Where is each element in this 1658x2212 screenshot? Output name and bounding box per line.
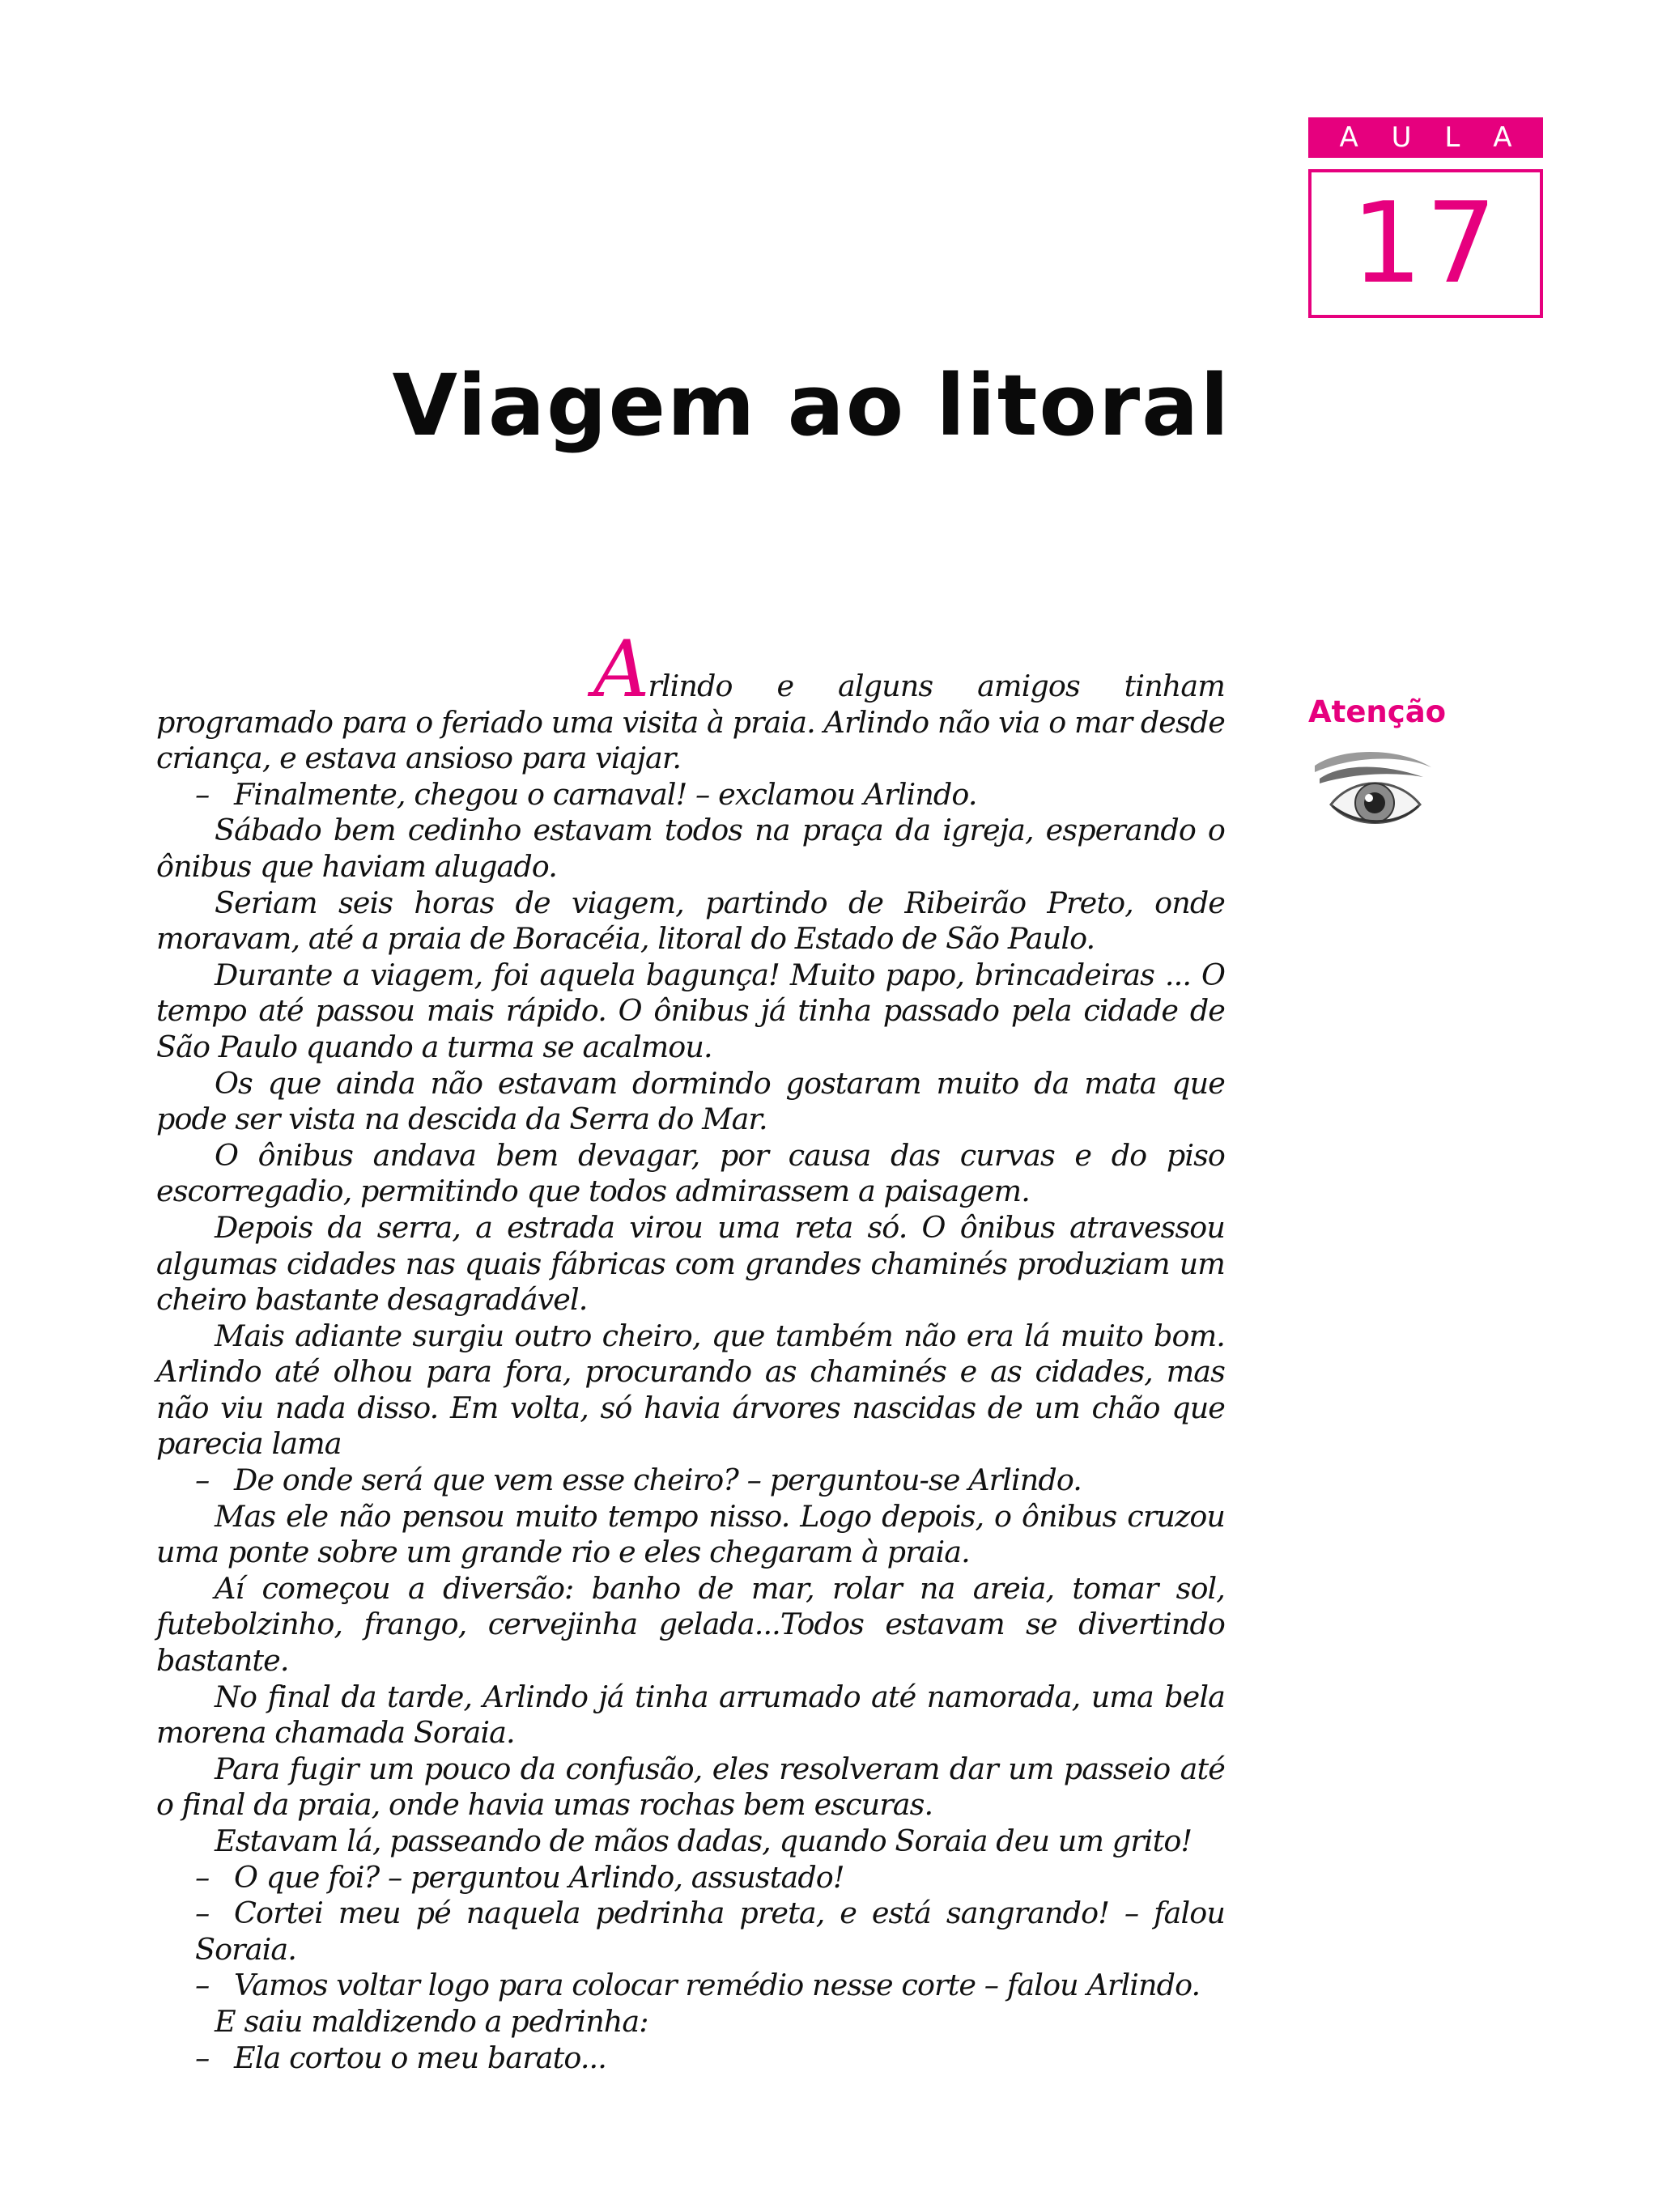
paragraph-text: Ela cortou o meu barato... xyxy=(234,2040,606,2075)
dialogue-dash: – xyxy=(195,1896,210,1931)
lesson-label-letter: A xyxy=(1339,121,1358,154)
story-paragraph: Aí começou a diversão: banho de mar, rolar na areia, tomar sol, futebolzinho, frango, cervejinha gelada...Todos estavam se divertindo bastante. xyxy=(156,1570,1225,1679)
story-paragraph xyxy=(156,624,1225,777)
attention-label: Atenção xyxy=(1308,694,1447,729)
paragraph-text: O que foi? – perguntou Arlindo, assustado! xyxy=(234,1859,844,1895)
story-paragraph: O ônibus andava bem devagar, por causa das curvas e do piso escorregadio, permitindo que todos admirassem a paisagem. xyxy=(156,1137,1225,1209)
dialogue-dash: – xyxy=(195,1968,210,2003)
story-paragraph: Seriam seis horas de viagem, partindo de Ribeirão Preto, onde moravam, até a praia de Boracéia, litoral do Estado de São Paulo. xyxy=(156,885,1225,957)
dialogue-line xyxy=(156,1896,1225,1968)
dialogue-dash: – xyxy=(195,2040,210,2075)
lesson-label-letter: U xyxy=(1391,121,1412,154)
paragraph-text: Finalmente, chegou o carnaval! – exclamou Arlindo. xyxy=(234,776,977,812)
lesson-badge xyxy=(1308,117,1543,318)
dialogue-dash: – xyxy=(195,1859,210,1895)
story-paragraph: Os que ainda não estavam dormindo gostaram muito da mata que pode ser vista na descida da Serra do Mar. xyxy=(156,1065,1225,1137)
story-paragraph: Depois da serra, a estrada virou uma reta só. O ônibus atravessou algumas cidades nas quais fábricas com grandes chaminés produziam um cheiro bastante desagradável. xyxy=(156,1209,1225,1318)
page-title: Viagem ao litoral xyxy=(392,356,1231,455)
story-paragraph: Para fugir um pouco da confusão, eles resolveram dar um passeio até o final da praia, onde havia umas rochas bem escuras. xyxy=(156,1751,1225,1823)
story-paragraph: E saiu maldizendo a pedrinha: xyxy=(215,2003,648,2039)
paragraph-text: Vamos voltar logo para colocar remédio nesse corte – falou Arlindo. xyxy=(234,1968,1201,2003)
dialogue-line xyxy=(156,1463,1225,1499)
dialogue-line xyxy=(156,777,1225,813)
lesson-label-bar xyxy=(1308,117,1543,158)
paragraph-text: Cortei meu pé naquela pedrinha preta, e está sangrando! – falou Soraia. xyxy=(195,1896,1225,1967)
paragraph-text: rlindo e alguns amigos tinham programado para o feriado uma visita à praia. Arlindo não via o mar desde criança, e estava ansioso para viajar. xyxy=(156,669,1225,776)
attention-note xyxy=(1308,694,1503,729)
dialogue-dash: – xyxy=(195,776,210,812)
dialogue-dash: – xyxy=(195,1463,210,1498)
story-paragraph: Mas ele não pensou muito tempo nisso. Logo depois, o ônibus cruzou uma ponte sobre um grande rio e eles chegaram à praia. xyxy=(156,1498,1225,1570)
story-paragraph: Durante a viagem, foi aquela bagunça! Muito papo, brincadeiras ... O tempo até passou mais rápido. O ônibus já tinha passado pela cidade de São Paulo quando a turma se acalmou. xyxy=(156,957,1225,1064)
dialogue-line xyxy=(156,1860,1225,1896)
paragraph-text: De onde será que vem esse cheiro? – perguntou-se Arlindo. xyxy=(234,1463,1082,1498)
eye-icon xyxy=(1308,748,1438,837)
story-paragraph: No final da tarde, Arlindo já tinha arrumado até namorada, uma bela morena chamada Soraia. xyxy=(156,1679,1225,1751)
story-paragraph: Estavam lá, passeando de mãos dadas, quando Soraia deu um grito! xyxy=(215,1824,1192,1858)
story-paragraph: Sábado bem cedinho estavam todos na praça da igreja, esperando o ônibus que haviam alugado. xyxy=(156,813,1225,884)
story-text xyxy=(156,624,1225,2076)
lesson-label-letter: L xyxy=(1444,121,1460,154)
drop-cap: A xyxy=(593,624,648,715)
dialogue-line xyxy=(156,1968,1225,2004)
dialogue-line xyxy=(156,2040,1225,2077)
lesson-number: 17 xyxy=(1351,178,1500,308)
story-paragraph: Mais adiante surgiu outro cheiro, que também não era lá muito bom. Arlindo até olhou para fora, procurando as chaminés e as cidades, mas não viu nada disso. Em volta, só havia árvores nascidas de um chão que parecia lama xyxy=(156,1318,1225,1462)
lesson-label-letter: A xyxy=(1493,121,1512,154)
lesson-number-frame xyxy=(1308,169,1543,318)
